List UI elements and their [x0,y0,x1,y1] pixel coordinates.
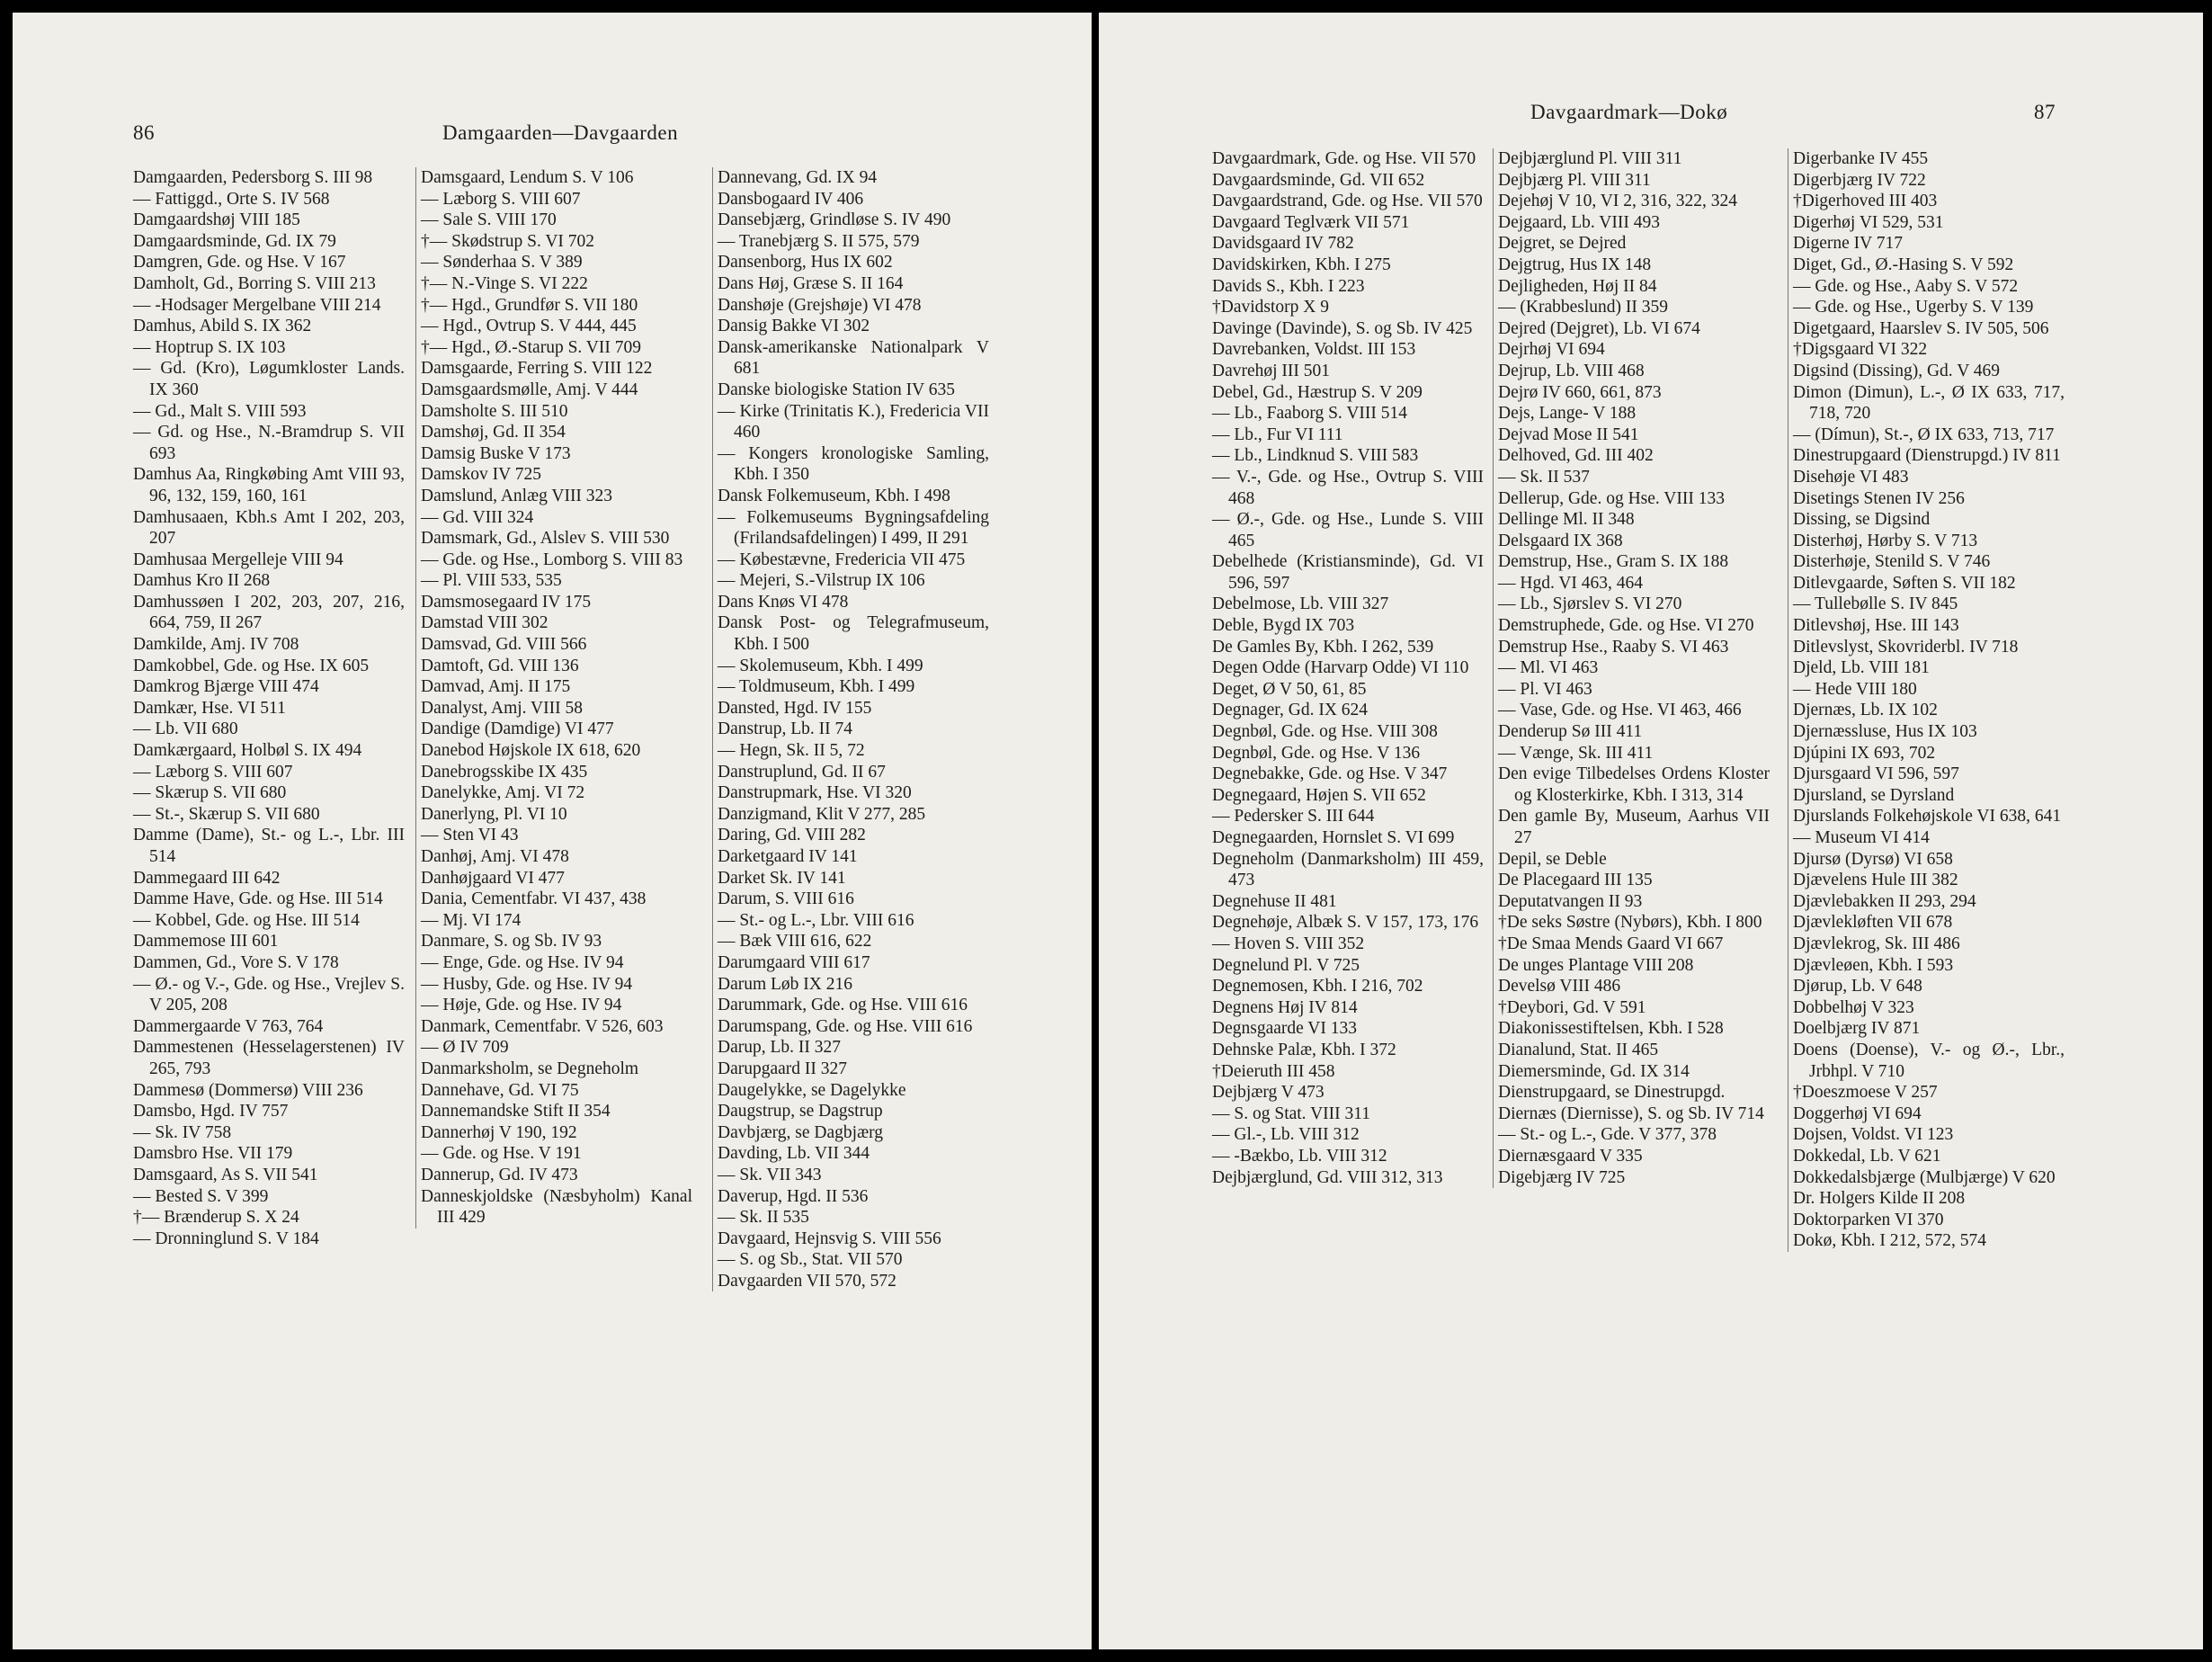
index-entry: Damhussøen I 202, 203, 207, 216, 664, 759, II 267 [133,592,405,633]
index-entry: — (Dímun), St.-, Ø IX 633, 713, 717 [1793,424,2055,444]
index-entry: — Hede VIII 180 [1793,679,1917,699]
index-entry: Darket Sk. IV 141 [718,868,846,888]
index-entry: Dammemose III 601 [133,932,279,952]
index-entry: Djursland, se Dyrsland [1793,785,1955,805]
index-entry: — Købestævne, Fredericia VII 475 [718,550,966,569]
index-entry: Degnegaarden, Hornslet S. VI 699 [1212,828,1455,847]
index-entry: Davgaardsminde, Gd. VII 652 [1212,170,1425,190]
index-entry: — Sk. VII 343 [718,1165,822,1184]
index-column-1 [133,167,405,1249]
index-entry: Djævlekløften VII 678 [1793,913,1953,933]
index-entry: Degnens Høj IV 814 [1212,997,1358,1017]
index-entry: Damvad, Amj. II 175 [421,677,571,697]
index-entry: Dr. Holgers Kilde II 208 [1793,1189,1966,1209]
index-entry: Davidskirken, Kbh. I 275 [1212,255,1391,274]
index-entry: Damsmosegaard IV 175 [421,592,592,612]
index-entry: Dammen, Gd., Vore S. V 178 [133,952,339,972]
index-entry: †— Brænderup S. X 24 [133,1208,299,1228]
index-entry: De Gamles By, Kbh. I 262, 539 [1212,637,1434,657]
index-entry: Damme (Dame), St.- og L.-, Lbr. III 514 [133,826,405,866]
index-entry: Dans Høj, Græse S. II 164 [718,273,904,293]
index-entry: Dansk Post- og Telegrafmuseum, Kbh. I 500 [718,613,989,655]
index-entry: — Tullebølle S. IV 845 [1793,594,1958,614]
index-entry: Degnemosen, Kbh. I 216, 702 [1212,977,1423,996]
index-entry: Daverup, Hgd. II 536 [718,1186,869,1206]
index-entry: Dejbjærg V 473 [1212,1083,1325,1103]
index-entry: Debelmose, Lb. VIII 327 [1212,594,1389,614]
index-entry: Damsbo, Hgd. IV 757 [133,1102,289,1121]
index-entry: Digerhøj VI 529, 531 [1793,212,1944,232]
index-entry: — Mejeri, S.-Vilstrup IX 106 [718,571,925,591]
index-entry: Danstruplund, Gd. II 67 [718,762,886,782]
index-entry: Darumspang, Gde. og Hse. VIII 616 [718,1016,973,1036]
index-entry: Digerbanke IV 455 [1793,149,1929,168]
index-entry: Damsgaarde, Ferring S. VIII 122 [421,359,653,379]
index-entry: Damhus, Abild S. IX 362 [133,317,312,336]
index-entry: †Deybori, Gd. V 591 [1498,997,1646,1017]
index-entry: Damsgaard, Lendum S. V 106 [421,168,634,187]
index-entry: Darum, S. VIII 616 [718,889,854,909]
index-entry: — Ø.- og V.-, Gde. og Hse., Vrejlev S. V 205, 208 [133,974,405,1015]
index-column-3 [1788,148,2065,1252]
index-entry: — Husby, Gde. og Hse. IV 94 [421,974,633,994]
index-entry: Damsbro Hse. VII 179 [133,1144,293,1164]
index-entry: — Lb., Lindknud S. VIII 583 [1212,446,1419,466]
index-entry: — Bæk VIII 616, 622 [718,932,872,952]
index-entry: Dannehave, Gd. VI 75 [421,1080,579,1100]
index-entry: Dejrup, Lb. VIII 468 [1498,361,1645,380]
index-entry: — Gd. (Kro), Løgumkloster Lands. IX 360 [133,359,405,399]
running-head: Davgaardmark—Dokø [1530,101,1728,123]
index-entry: †— N.-Vinge S. VI 222 [421,273,588,293]
index-entry: Djævelens Hule III 382 [1793,871,1958,890]
index-entry: Digsind (Dissing), Gd. V 469 [1793,361,2001,380]
index-entry: Debel, Gd., Hæstrup S. V 209 [1212,382,1423,402]
index-entry: Davrebanken, Voldst. III 153 [1212,340,1416,360]
index-entry: †Doeszmoese V 257 [1793,1083,1938,1103]
index-entry: Dandige (Damdige) VI 477 [421,719,614,739]
index-entry: — St.- og L.-, Gde. V 377, 378 [1498,1125,1717,1145]
index-entry: Debelhede (Kristiansminde), Gd. VI 596, 597 [1212,552,1484,593]
index-entry: Danshøje (Grejshøje) VI 478 [718,295,922,315]
index-entry: Deget, Ø V 50, 61, 85 [1212,679,1367,699]
index-entry: — Gde. og Hse., Aaby S. V 572 [1793,276,2019,296]
index-entry: †— Hgd., Grundfør S. VII 180 [421,295,638,315]
index-entry: Danmark, Cementfabr. V 526, 603 [421,1016,664,1036]
index-column-2 [1493,148,1770,1188]
index-entry: Delhoved, Gd. III 402 [1498,446,1654,466]
index-entry: Dejbjærglund, Gd. VIII 312, 313 [1212,1167,1443,1187]
index-entry: Dejbjærg Pl. VIII 311 [1498,170,1651,190]
index-entry: Deble, Bygd IX 703 [1212,616,1355,636]
index-entry: Dejrø IV 660, 661, 873 [1498,382,1662,402]
index-entry: Damkilde, Amj. IV 708 [133,635,299,655]
index-entry: Den gamle By, Museum, Aarhus VII 27 [1498,807,1770,847]
index-entry: Danebrogsskibe IX 435 [421,762,588,782]
index-entry: Dejbjærglund Pl. VIII 311 [1498,149,1682,168]
index-entry: — Sk. II 535 [718,1208,809,1228]
index-entry: Diernæsgaard V 335 [1498,1146,1643,1166]
index-entry: Degen Odde (Harvarp Odde) VI 110 [1212,658,1469,678]
index-entry: — Lb., Sjørslev S. VI 270 [1498,594,1682,614]
index-entry: Damkobbel, Gde. og Hse. IX 605 [133,656,370,675]
index-entry: Degnsgaarde VI 133 [1212,1019,1358,1039]
index-entry: Damstad VIII 302 [421,613,549,633]
index-entry: — Sale S. VIII 170 [421,210,557,230]
index-entry: — Pedersker S. III 644 [1212,807,1375,827]
index-entry: Damgaardsminde, Gd. IX 79 [133,231,336,251]
index-entry: Dejligheden, Høj II 84 [1498,276,1657,296]
index-entry: Denderup Sø III 411 [1498,722,1643,742]
index-entry: Damsmark, Gd., Alslev S. VIII 530 [421,529,670,549]
index-entry: Disterhøj, Hørby S. V 713 [1793,531,1978,550]
index-entry: — Ml. VI 463 [1498,658,1599,678]
index-entry: Daring, Gd. VIII 282 [718,826,866,845]
index-entry: — Folkemuseums Bygningsafdeling (Frilandsafdelingen) I 499, II 291 [718,507,989,549]
index-entry: Diemersminde, Gd. IX 314 [1498,1061,1690,1081]
index-entry: Dokkedal, Lb. V 621 [1793,1146,1941,1166]
index-entry: Digebjærg IV 725 [1498,1167,1626,1187]
index-entry: Djævleøen, Kbh. I 593 [1793,955,1954,975]
index-entry: Damtoft, Gd. VIII 136 [421,656,579,675]
index-entry: Dianalund, Stat. II 465 [1498,1040,1659,1059]
index-entry: Doktorparken VI 370 [1793,1210,1944,1229]
index-entry: — St.- og L.-, Lbr. VIII 616 [718,910,914,930]
index-entry: — Dronninglund S. V 184 [133,1229,319,1248]
index-entry: — (Krabbeslund) II 359 [1498,298,1668,317]
index-entry: Doens (Doense), V.- og Ø.-, Lbr., Jrbhpl. V 710 [1793,1040,2065,1081]
index-entry: — Sønderhaa S. V 389 [421,253,583,273]
index-entry: — Vase, Gde. og Hse. VI 463, 466 [1498,701,1742,720]
index-entry: Diget, Gd., Ø.-Hasing S. V 592 [1793,255,2014,274]
index-entry: Davgaardmark, Gde. og Hse. VII 570 [1212,149,1476,168]
index-entry: Danalyst, Amj. VIII 58 [421,698,583,718]
index-entry: Degnegaard, Højen S. VII 652 [1212,785,1426,805]
index-entry: Degneholm (Danmarksholm) III 459, 473 [1212,849,1484,890]
index-entry: Dannerup, Gd. IV 473 [421,1165,578,1184]
index-entry: Damkærgaard, Holbøl S. IX 494 [133,741,362,761]
index-entry: Damsholte S. III 510 [421,401,568,421]
index-entry: Dejgaard, Lb. VIII 493 [1498,212,1660,232]
index-entry: Degnebakke, Gde. og Hse. V 347 [1212,764,1448,784]
index-entry: †Davidstorp X 9 [1212,298,1329,317]
index-entry: — Sk. II 537 [1498,467,1590,487]
index-entry: Djeld, Lb. VIII 181 [1793,658,1930,678]
index-entry: — S. og Stat. VIII 311 [1212,1104,1371,1123]
index-entry: Darketgaard IV 141 [718,847,858,866]
index-entry: Davgaard, Hejnsvig S. VIII 556 [718,1229,941,1248]
index-entry: Ditlevslyst, Skovriderbl. IV 718 [1793,637,2019,657]
index-entry: Disetings Stenen IV 256 [1793,488,1965,508]
index-entry: Degnager, Gd. IX 624 [1212,701,1369,720]
index-entry: Disehøje VI 483 [1793,467,1909,487]
page-number: 86 [133,121,155,144]
index-entry: Degnehuse II 481 [1212,891,1337,911]
index-entry: Diernæs (Diernisse), S. og Sb. IV 714 [1498,1104,1764,1123]
index-entry: Danhøj, Amj. VI 478 [421,847,569,866]
index-entry: Damkrog Bjærge VIII 474 [133,677,319,697]
index-entry: Degnbøl, Gde. og Hse. VIII 308 [1212,722,1438,742]
index-entry: Davrehøj III 501 [1212,361,1331,380]
index-entry: — Sk. IV 758 [133,1122,232,1142]
index-entry: Danzigmand, Klit V 277, 285 [718,804,926,824]
index-entry: Dejred (Dejgret), Lb. VI 674 [1498,318,1700,338]
index-entry: — Hoven S. VIII 352 [1212,934,1365,953]
index-entry: Damsig Buske V 173 [421,443,571,463]
index-entry: Damsvad, Gd. VIII 566 [421,635,587,655]
index-entry: Dejgtrug, Hus IX 148 [1498,255,1652,274]
index-entry: Damskov IV 725 [421,465,541,485]
index-entry: Danebod Højskole IX 618, 620 [421,741,641,761]
index-entry: Djursø (Dyrsø) VI 658 [1793,849,1953,869]
index-entry: Danmare, S. og Sb. IV 93 [421,932,602,952]
index-entry: — V.-, Gde. og Hse., Ovtrup S. VIII 468 [1212,467,1484,508]
index-entry: Dinestrupgaard (Dienstrupgd.) IV 811 [1793,446,2061,466]
index-entry: — Kirke (Trinitatis K.), Fredericia VII 460 [718,401,989,442]
index-entry: Digerbjærg IV 722 [1793,170,1926,190]
index-entry: Danneskjoldske (Næsbyholm) Kanal III 429 [421,1186,692,1228]
index-entry: Darupgaard II 327 [718,1059,848,1078]
index-entry: — Pl. VI 463 [1498,679,1592,699]
index-entry: — Kobbel, Gde. og Hse. III 514 [133,910,360,930]
index-entry: Danhøjgaard VI 477 [421,868,565,888]
index-entry: — Lb., Fur VI 111 [1212,424,1343,444]
index-entry: — Læborg S. VIII 607 [133,762,293,782]
index-entry: Davidsgaard IV 782 [1212,234,1354,254]
index-entry: Daugelykke, se Dagelykke [718,1080,906,1100]
index-entry: — Vænge, Sk. III 411 [1498,743,1654,763]
index-entry: Davids S., Kbh. I 223 [1212,276,1365,296]
index-entry: Dejrhøj VI 694 [1498,340,1605,360]
index-entry: Dienstrupgaard, se Dinestrupgd. [1498,1083,1726,1103]
index-entry: Davding, Lb. VII 344 [718,1144,870,1164]
index-entry: — Sten VI 43 [421,826,519,845]
index-entry: Dejs, Lange- V 188 [1498,404,1637,424]
index-entry: Darup, Lb. II 327 [718,1038,842,1058]
index-column-3 [712,167,989,1291]
index-entry: — Hoptrup S. IX 103 [133,337,286,357]
index-entry: — Tranebjærg S. II 575, 579 [718,231,920,251]
index-entry: Djævlekrog, Sk. III 486 [1793,934,1960,953]
index-entry: — S. og Sb., Stat. VII 570 [718,1250,903,1270]
index-entry: Dissing, se Digsind [1793,510,1931,530]
index-entry: Damhusaaen, Kbh.s Amt I 202, 203, 207 [133,507,405,549]
index-entry: Ditlevshøj, Hse. III 143 [1793,616,1959,636]
index-entry: Danelykke, Amj. VI 72 [421,783,585,803]
index-entry: Dannerhøj V 190, 192 [421,1122,577,1142]
index-entry: Djørup, Lb. V 648 [1793,977,1922,996]
index-entry: Develsø VIII 486 [1498,977,1621,996]
index-entry: Darum Løb IX 216 [718,974,853,994]
index-entry: — Høje, Gde. og Hse. IV 94 [421,996,622,1015]
index-entry: Dokkedalsbjærge (Mulbjærge) V 620 [1793,1167,2056,1187]
index-entry: — Ø IV 709 [421,1038,509,1058]
index-entry: Demstrup Hse., Raaby S. VI 463 [1498,637,1729,657]
index-entry: Diakonissestiftelsen, Kbh. I 528 [1498,1019,1724,1039]
index-entry: De Placegaard III 135 [1498,871,1653,890]
index-entry: Darummark, Gde. og Hse. VIII 616 [718,996,968,1015]
index-entry: — Kongers kronologiske Samling, Kbh. I 350 [718,443,989,485]
index-entry: †Digerhoved III 403 [1793,192,1938,211]
index-entry: — Hgd., Ovtrup S. V 444, 445 [421,317,637,336]
index-entry: †Digsgaard VI 322 [1793,340,1928,360]
index-entry: Davgaarden VII 570, 572 [718,1271,896,1291]
index-entry: — Gd. VIII 324 [421,507,534,527]
index-entry: — Skolemuseum, Kbh. I 499 [718,656,923,675]
index-entry: Davbjærg, se Dagbjærg [718,1122,883,1142]
index-entry: Davgaardstrand, Gde. og Hse. VII 570 [1212,192,1483,211]
index-entry: Delsgaard IX 368 [1498,531,1623,550]
index-entry: Djernæs, Lb. IX 102 [1793,701,1938,720]
index-entry: Damgaarden, Pedersborg S. III 98 [133,168,373,187]
index-entry: Dellinge Ml. II 348 [1498,510,1635,530]
index-entry: — Gde. og Hse., Lomborg S. VIII 83 [421,550,683,569]
index-entry: Djævlebakken II 293, 294 [1793,891,1976,911]
index-entry: Dejgret, se Dejred [1498,234,1627,254]
index-entry: Danstrupmark, Hse. VI 320 [718,783,912,803]
index-entry: — Skærup S. VII 680 [133,783,287,803]
page-number: 87 [2034,101,2056,123]
index-entry: †De seks Søstre (Nybørs), Kbh. I 800 [1498,913,1762,933]
index-entry: — Bested S. V 399 [133,1186,269,1206]
index-entry: Danmarksholm, se Degneholm [421,1059,639,1078]
index-entry: Damsgaard, As S. VII 541 [133,1165,318,1184]
index-entry: — Toldmuseum, Kbh. I 499 [718,677,915,697]
index-entry: — Museum VI 414 [1793,828,1930,847]
index-entry: Dellerup, Gde. og Hse. VIII 133 [1498,488,1725,508]
index-entry: Disterhøje, Stenild S. V 746 [1793,552,1991,572]
index-entry: — St.-, Skærup S. VII 680 [133,804,320,824]
index-entry: — -Hodsager Mergelbane VIII 214 [133,295,381,315]
index-entry: Dimon (Dimun), L.-, Ø IX 633, 717, 718, 720 [1793,382,2065,424]
index-entry: Digerne IV 717 [1793,234,1904,254]
index-entry: Dansebjærg, Grindløse S. IV 490 [718,210,951,230]
index-entry: — Lb., Faaborg S. VIII 514 [1212,404,1408,424]
index-entry: Damholt, Gd., Borring S. VIII 213 [133,273,376,293]
index-entry: Damslund, Anlæg VIII 323 [421,486,613,505]
index-entry: — Hgd. VI 463, 464 [1498,573,1644,593]
index-entry: Demstruphede, Gde. og Hse. VI 270 [1498,616,1754,636]
index-entry: †Deieruth III 458 [1212,1061,1335,1081]
index-entry: Damhusaa Mergelleje VIII 94 [133,550,343,569]
index-entry: Dojsen, Voldst. VI 123 [1793,1125,1954,1145]
index-entry: Damgaardshøj VIII 185 [133,210,300,230]
index-entry: — Ø.-, Gde. og Hse., Lunde S. VIII 465 [1212,510,1484,550]
index-entry: Dannemandske Stift II 354 [421,1102,611,1121]
index-entry: Dammesø (Dommersø) VIII 236 [133,1080,363,1100]
index-entry: Dania, Cementfabr. VI 437, 438 [421,889,647,909]
index-entry: Damme Have, Gde. og Hse. III 514 [133,889,383,909]
index-entry: Damshøj, Gd. II 354 [421,423,566,442]
index-entry: Djernæssluse, Hus IX 103 [1793,722,1977,742]
index-entry: De unges Plantage VIII 208 [1498,955,1694,975]
index-column-2 [415,167,692,1229]
index-entry: †— Hgd., Ø.-Starup S. VII 709 [421,337,642,357]
index-entry: Danerlyng, Pl. VI 10 [421,804,567,824]
index-entry: Dansenborg, Hus IX 602 [718,253,893,273]
index-entry: Djúpini IX 693, 702 [1793,743,1936,763]
index-entry: Damgren, Gde. og Hse. V 167 [133,253,346,273]
index-entry: Dans Knøs VI 478 [718,592,849,612]
index-entry: — Gl.-, Lb. VIII 312 [1212,1125,1360,1145]
index-entry: Davinge (Davinde), S. og Sb. IV 425 [1212,318,1473,338]
index-entry: Degnbøl, Gde. og Hse. V 136 [1212,743,1421,763]
index-entry: — Hegn, Sk. II 5, 72 [718,741,865,761]
index-entry: Damsgaardsmølle, Amj. V 444 [421,380,638,399]
index-entry: — Læborg S. VIII 607 [421,189,581,209]
index-entry: Daugstrup, se Dagstrup [718,1102,883,1121]
index-entry: Dansted, Hgd. IV 155 [718,698,872,718]
index-entry: — Fattiggd., Orte S. IV 568 [133,189,330,209]
index-entry: Dokø, Kbh. I 212, 572, 574 [1793,1231,1987,1251]
index-entry: Dobbelhøj V 323 [1793,997,1914,1017]
index-entry: — Pl. VIII 533, 535 [421,571,562,591]
index-entry: Davgaard Teglværk VII 571 [1212,212,1410,232]
index-entry: — Mj. VI 174 [421,910,522,930]
index-entry: Ditlevgaarde, Søften S. VII 182 [1793,573,2016,593]
index-entry: Danstrup, Lb. II 74 [718,719,853,739]
index-entry: Dannevang, Gd. IX 94 [718,168,878,187]
index-entry: Damhus Kro II 268 [133,571,271,591]
index-entry: Dammestenen (Hesselagerstenen) IV 265, 793 [133,1038,405,1078]
index-entry: †— Skødstrup S. VI 702 [421,231,595,251]
index-entry: Digetgaard, Haarslev S. IV 505, 506 [1793,318,2049,338]
left-page [13,13,1092,1649]
index-entry: Djurslands Folkehøjskole VI 638, 641 [1793,807,2062,827]
index-entry: — Enge, Gde. og Hse. IV 94 [421,952,624,972]
index-entry: Dansig Bakke VI 302 [718,317,870,336]
right-page [1099,13,2203,1649]
index-entry: Deputatvangen II 93 [1498,891,1643,911]
index-entry: Dansk Folkemuseum, Kbh. I 498 [718,486,950,505]
index-entry: Dejehøj V 10, VI 2, 316, 322, 324 [1498,192,1737,211]
index-entry: Darumgaard VIII 617 [718,952,870,972]
index-column-1 [1212,148,1484,1188]
index-entry: Doelbjærg IV 871 [1793,1019,1921,1039]
index-entry: Degnelund Pl. V 725 [1212,955,1360,975]
index-entry: Dehnske Palæ, Kbh. I 372 [1212,1040,1396,1059]
index-entry: Dammergaarde V 763, 764 [133,1016,324,1036]
index-entry: — Gde. og Hse., Ugerby S. V 139 [1793,298,2034,317]
index-entry: Den evige Tilbedelses Ordens Kloster og Klosterkirke, Kbh. I 313, 314 [1498,764,1770,805]
index-entry: Djursgaard VI 596, 597 [1793,764,1959,784]
index-entry: Damkær, Hse. VI 511 [133,698,286,718]
index-entry: Damhus Aa, Ringkøbing Amt VIII 93, 96, 132, 159, 160, 161 [133,465,405,505]
index-entry: †De Smaa Mends Gaard VI 667 [1498,934,1724,953]
index-entry: — Gde. og Hse. V 191 [421,1144,582,1164]
index-entry: Dammegaard III 642 [133,868,281,888]
index-entry: — Gd. og Hse., N.-Bramdrup S. VII 693 [133,423,405,463]
index-entry: — Gd., Malt S. VIII 593 [133,401,307,421]
index-entry: Danske biologiske Station IV 635 [718,380,955,399]
index-entry: — -Bækbo, Lb. VIII 312 [1212,1146,1387,1166]
running-head: Damgaarden—Davgaarden [442,121,679,144]
index-entry: Depil, se Deble [1498,849,1607,869]
index-entry: — Lb. VII 680 [133,719,238,739]
index-entry: Doggerhøj VI 694 [1793,1104,1922,1123]
index-entry: Dansk-amerikanske Nationalpark V 681 [718,337,989,379]
index-entry: Demstrup, Hse., Gram S. IX 188 [1498,552,1729,572]
index-entry: Dansbogaard IV 406 [718,189,864,209]
index-entry: Dejvad Mose II 541 [1498,424,1639,444]
index-entry: Degnehøje, Albæk S. V 157, 173, 176 [1212,913,1479,933]
